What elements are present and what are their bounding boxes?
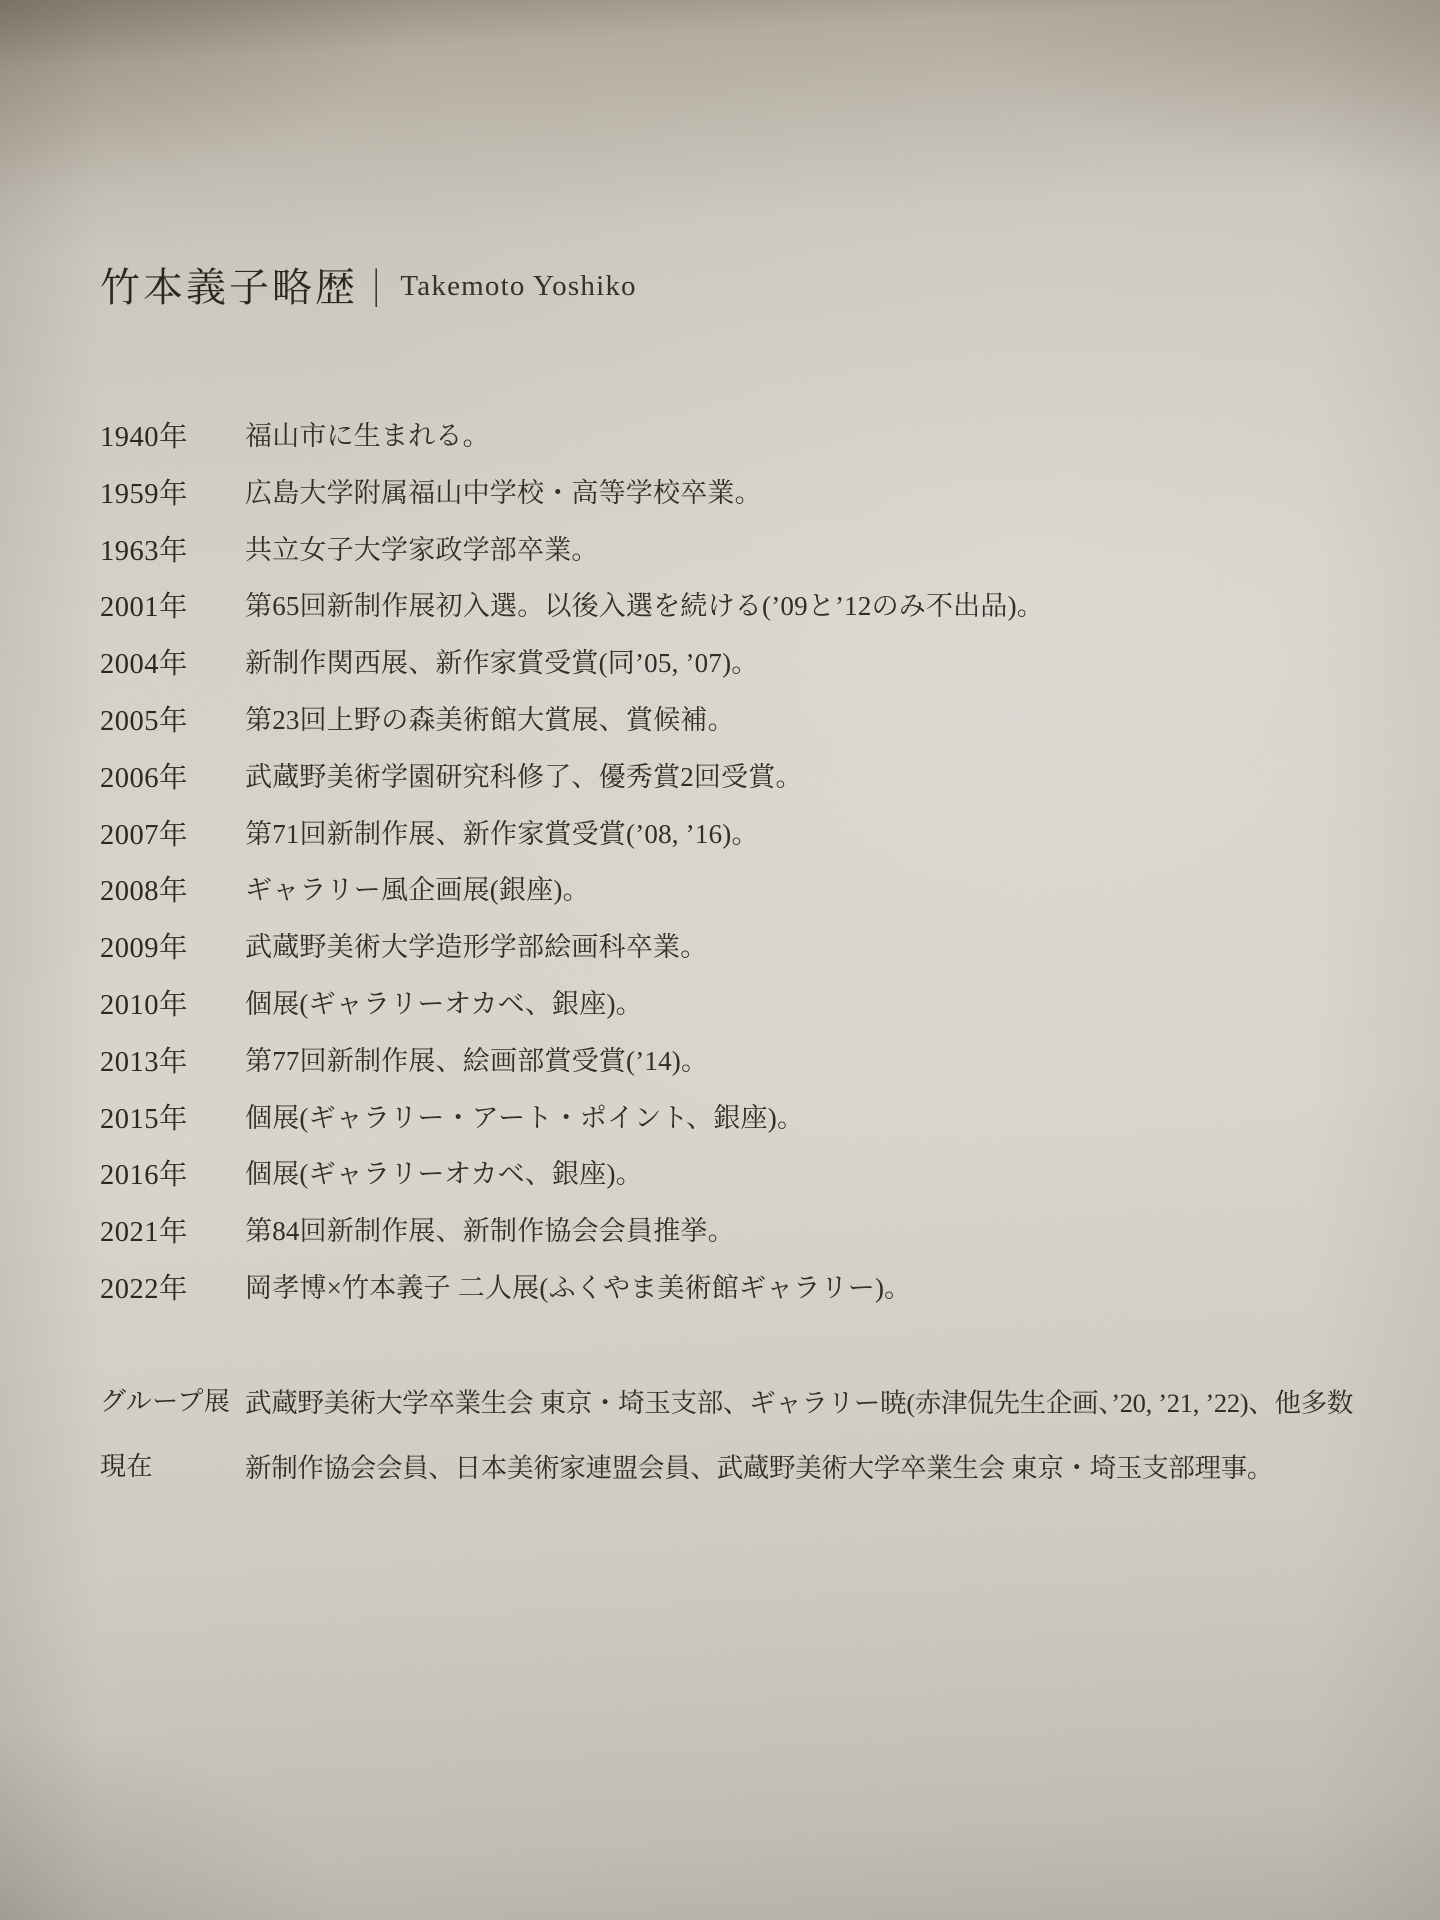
timeline-row [100, 925, 1380, 982]
timeline-row [100, 868, 1380, 925]
biography-timeline [100, 414, 1380, 1323]
timeline-entry-text: 武蔵野美術学園研究科修了、優秀賞2回受賞。 [245, 761, 803, 792]
timeline-year: 2001年 [100, 592, 189, 624]
timeline-entry-text: 個展(ギャラリー・アート・ポイント、銀座)。 [245, 1102, 805, 1133]
timeline-year: 2006年 [100, 762, 189, 794]
footer-row [100, 1381, 1400, 1446]
timeline-entry-text: 個展(ギャラリーオカベ、銀座)。 [245, 1159, 643, 1190]
timeline-entry-text: 第84回新制作展、新制作協会会員推挙。 [245, 1216, 735, 1247]
footer-text: 新制作協会会員、日本美術家連盟会員、武蔵野美術大学卒業生会 東京・埼玉支部理事。 [245, 1453, 1274, 1483]
timeline-row [100, 812, 1380, 869]
timeline-row [100, 471, 1380, 528]
timeline-year: 2016年 [100, 1160, 189, 1192]
timeline-year: 1963年 [100, 535, 189, 567]
timeline-year: 2007年 [100, 819, 189, 851]
timeline-year: 2005年 [100, 705, 189, 737]
title-japanese: 竹本義子略歴 [100, 265, 358, 310]
timeline-year: 2009年 [100, 933, 189, 965]
timeline-entry-text: 広島大学附属福山中学校・高等学校卒業。 [245, 477, 762, 508]
timeline-year: 2022年 [100, 1273, 189, 1305]
timeline-row [100, 584, 1380, 641]
title-separator-bar: | [373, 261, 380, 308]
timeline-row [100, 414, 1380, 471]
timeline-entry-text: 第77回新制作展、絵画部賞受賞(’14)。 [245, 1045, 709, 1076]
timeline-entry-text: 福山市に生まれる。 [245, 421, 490, 451]
page-title [100, 256, 637, 313]
timeline-year: 2021年 [100, 1217, 189, 1249]
footer-label: 現在 [100, 1452, 154, 1481]
timeline-row [100, 1096, 1380, 1153]
timeline-row [100, 982, 1380, 1039]
timeline-entry-text: 個展(ギャラリーオカベ、銀座)。 [245, 988, 643, 1019]
timeline-entry-text: 共立女子大学家政学部卒業。 [245, 534, 599, 565]
title-romanized: Takemoto Yoshiko [400, 270, 637, 302]
timeline-row [100, 1039, 1380, 1096]
timeline-row [100, 528, 1380, 585]
footer-section [100, 1381, 1400, 1511]
timeline-year: 2010年 [100, 989, 189, 1021]
timeline-entry-text: 第71回新制作展、新作家賞受賞(’08, ’16)。 [245, 818, 759, 849]
timeline-entry-text: 新制作関西展、新作家賞受賞(同’05, ’07)。 [245, 648, 759, 679]
timeline-year: 2013年 [100, 1046, 189, 1078]
timeline-row [100, 1209, 1380, 1266]
timeline-year: 2008年 [100, 876, 189, 908]
timeline-row [100, 641, 1380, 698]
timeline-entry-text: ギャラリー風企画展(銀座)。 [245, 875, 590, 906]
timeline-year: 1959年 [100, 478, 189, 510]
timeline-row [100, 1266, 1380, 1323]
footer-text: 武蔵野美術大学卒業生会 東京・埼玉支部、ギャラリー暁(赤津侃先生企画、’20, ’21, ’22)、他多数 [245, 1388, 1354, 1418]
timeline-year: 2004年 [100, 649, 189, 681]
timeline-year: 1940年 [100, 422, 189, 453]
timeline-year: 2015年 [100, 1103, 189, 1135]
timeline-row [100, 698, 1380, 755]
timeline-entry-text: 第23回上野の森美術館大賞展、賞候補。 [245, 704, 735, 735]
timeline-entry-text: 第65回新制作展初入選。以後入選を続ける(’09と’12のみ不出品)。 [245, 591, 1044, 622]
footer-label: グループ展 [100, 1387, 231, 1416]
timeline-entry-text: 岡孝博×竹本義子 二人展(ふくやま美術館ギャラリー)。 [245, 1272, 912, 1303]
timeline-entry-text: 武蔵野美術大学造形学部絵画科卒業。 [245, 932, 708, 963]
timeline-row [100, 1152, 1380, 1209]
timeline-row [100, 755, 1380, 812]
footer-row [100, 1446, 1400, 1511]
